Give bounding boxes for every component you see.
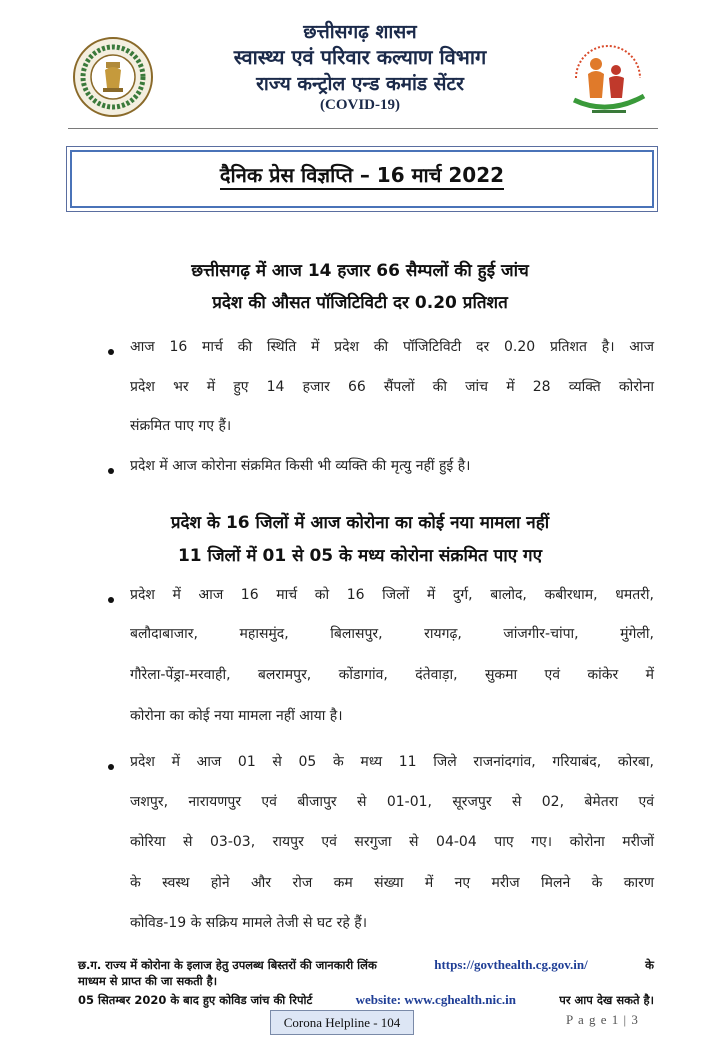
bullet-icon — [108, 468, 114, 474]
header-govt-name: छत्तीसगढ़ शासन — [303, 21, 417, 43]
paragraph-line: प्रदेश में आज 16 मार्च को 16 जिलों में दुर्ग, बालोद, कबीरधाम, धमतरी, — [130, 587, 654, 603]
header-divider — [68, 128, 658, 129]
footer-line-3 — [78, 992, 654, 1008]
paragraph-line: प्रदेश में आज कोरोना संक्रमित किसी भी व्यक्ति की मृत्यु नहीं हुई है। — [130, 458, 471, 474]
header-control-center: राज्य कन्ट्रोल एन्ड कमांड सेंटर — [256, 73, 464, 95]
footer-line-2: माध्यम से प्राप्त की जा सकती है। — [78, 974, 218, 988]
title-text: दैनिक प्रेस विज्ञप्ति – 16 मार्च 2022 — [220, 163, 504, 190]
govthealth-link[interactable]: https://govthealth.cg.gov.in/ — [434, 957, 588, 972]
paragraph-line: प्रदेश भर में हुए 14 हजार 66 सैंपलों की जांच में 28 व्यक्ति कोरोना — [130, 379, 654, 395]
page-number: P a g e 1 | 3 — [566, 1012, 639, 1027]
health-department-logo-icon — [566, 34, 650, 122]
paragraph-line: जशपुर, नारायणपुर एवं बीजापुर से 01-01, सूरजपुर से 02, बेमेतरा एवं — [130, 794, 654, 810]
paragraph-line: कोरोना का कोई नया मामला नहीं आया है। — [130, 708, 343, 724]
paragraph-line: कोरिया से 03-03, रायपुर एवं सरगुजा से 04-04 पाए गए। कोरोना मरीजों — [130, 834, 654, 850]
footer-beds-suffix: के — [645, 958, 654, 972]
bullet-icon — [108, 349, 114, 355]
section2-heading-1: प्रदेश के 16 जिलों में आज कोरोना का कोई नया मामला नहीं — [170, 513, 550, 533]
header-department: स्वास्थ्य एवं परिवार कल्याण विभाग — [233, 45, 487, 69]
section1-heading-2: प्रदेश की औसत पॉजिटिविटी दर 0.20 प्रतिशत — [212, 293, 508, 313]
paragraph-line: संक्रमित पाए गए हैं। — [130, 418, 232, 434]
paragraph-line: गौरेला-पेंड्रा-मरवाही, बलरामपुर, कोंडागांव, दंतेवाड़ा, सुकमा एवं कांकेर में — [130, 667, 654, 683]
paragraph-line: प्रदेश में आज 01 से 05 के मध्य 11 जिले राजनांदगांव, गरियाबंद, कोरबा, — [130, 754, 654, 770]
section2-heading-2: 11 जिलों में 01 से 05 के मध्य कोरोना संक्रमित पाए गए — [177, 546, 543, 566]
header-covid-label: (COVID-19) — [320, 97, 400, 113]
bullet-icon — [108, 597, 114, 603]
paragraph-line: आज 16 मार्च की स्थिति में प्रदेश की पॉजिटिविटी दर 0.20 प्रतिशत है। आज — [130, 339, 654, 355]
section1-heading-1: छत्तीसगढ़ में आज 14 हजार 66 सैम्पलों की हुई जांच — [191, 261, 529, 281]
state-emblem-icon — [72, 36, 154, 118]
footer-report-suffix: पर आप देख सकते है। — [559, 993, 654, 1007]
helpline-box: Corona Helpline - 104 — [270, 1010, 414, 1035]
footer-beds-text: छ.ग. राज्य में कोरोना के इलाज हेतु उपलब्ध बिस्तरों की जानकारी लिंक — [78, 958, 377, 972]
footer-line-1 — [78, 957, 654, 973]
paragraph-line: के स्वस्थ होने और रोज कम संख्या में नए मरीज मिलने के कारण — [130, 875, 654, 891]
paragraph-line: बलौदाबाजार, महासमुंद, बिलासपुर, रायगढ़, जांजगीर-चांपा, मुंगेली, — [130, 626, 654, 642]
bullet-icon — [108, 764, 114, 770]
paragraph-line: कोविड-19 के सक्रिय मामले तेजी से घट रहे हैं। — [130, 915, 368, 931]
press-release-title — [66, 161, 658, 188]
footer-report-text: 05 सितम्बर 2020 के बाद हुए कोविड जांच की रिपोर्ट — [78, 993, 313, 1007]
cghealth-website-link[interactable]: website: www.cghealth.nic.in — [355, 992, 516, 1007]
